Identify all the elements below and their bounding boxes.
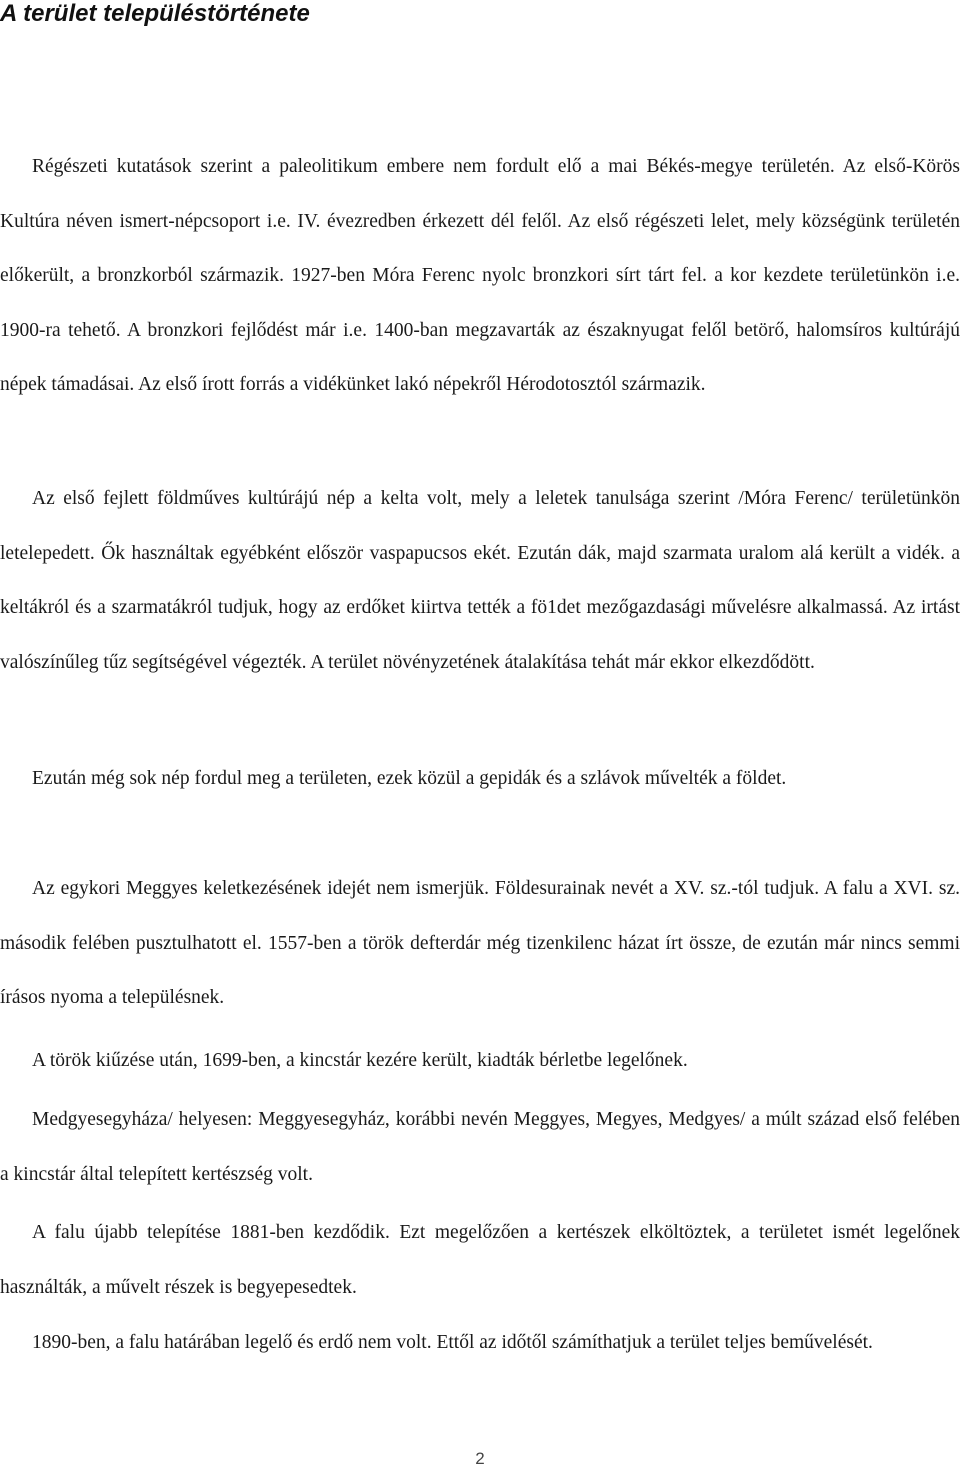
paragraph-medgyesegyhaza: Medgyesegyháza/ helyesen: Meggyesegyház, korábbi nevén Meggyes, Megyes, Medgyes/ a múlt század első felében a kincstár által telepített kertészség volt. [0, 1109, 960, 1185]
paragraph-prehistory: Régészeti kutatások szerint a paleolitikum embere nem fordult elő a mai Békés-megye területén. Az első-Körös Kultúra néven ismert-népcsoport i.e. IV. évezredben érkezett dél felől. Az első régészeti lelet, mely községünk területén előkerült, a bronzkorból származik. 1927-ben Móra Ferenc nyolc bronzkori sírt tárt fel. a kor kezdete területünkön i.e. 1900-ra tehető. A bronzkori fejlődést már i.e. 1400-ban megzavarták az északnyugat felől betörő, halomsíros kultúrájú népek támadásai. Az első írott forrás a vidékünket lakó népekről Hérodotosztól származik. [0, 156, 960, 395]
paragraph-meggyes: Az egykori Meggyes keletkezésének idejét nem ismerjük. Földesurainak nevét a XV. sz.-tól tudjuk. A falu a XVI. sz. második felében pusztulhatott el. 1557-ben a török defterdár még tizenkilenc házat írt össze, de ezután már nincs semmi írásos nyoma a településnek. [0, 878, 960, 1008]
paragraph-celts: Az első fejlett földműves kultúrájú nép a kelta volt, mely a leletek tanulsága szerint /Móra Ferenc/ területünkön letelepedett. Ők használtak egyébként először vaspapucsos ekét. Ezután dák, majd szarmata uralom alá került a vidék. a keltákról és a szarmatákról tudjuk, hogy az erdőket kiirtva tették a fö1det mezőgazdasági művelésre alkalmassá. Az irtást valószínűleg tűz segítségével végezték. A terület növényzetének átalakítása tehát már ekkor elkezdődött. [0, 488, 960, 673]
paragraph-turkish-expulsion: A török kiűzése után, 1699-ben, a kincstár kezére került, kiadták bérletbe legelőnek. [32, 1050, 688, 1071]
paragraph-resettlement: A falu újabb telepítése 1881-ben kezdődik. Ezt megelőzően a kertészek elköltöztek, a területet ismét legelőnek használták, a művelt részek is begyepesedtek. [0, 1222, 960, 1298]
page-title: A terület településtörténete [0, 0, 310, 27]
paragraph-cultivation: 1890-ben, a falu határában legelő és erdő nem volt. Ettől az időtől számíthatjuk a terület teljes beművelését. [32, 1332, 873, 1353]
page-number: 2 [475, 1449, 485, 1468]
paragraph-gepids-slavs: Ezután még sok nép fordul meg a területen, ezek közül a gepidák és a szlávok művelték a földet. [32, 768, 787, 789]
